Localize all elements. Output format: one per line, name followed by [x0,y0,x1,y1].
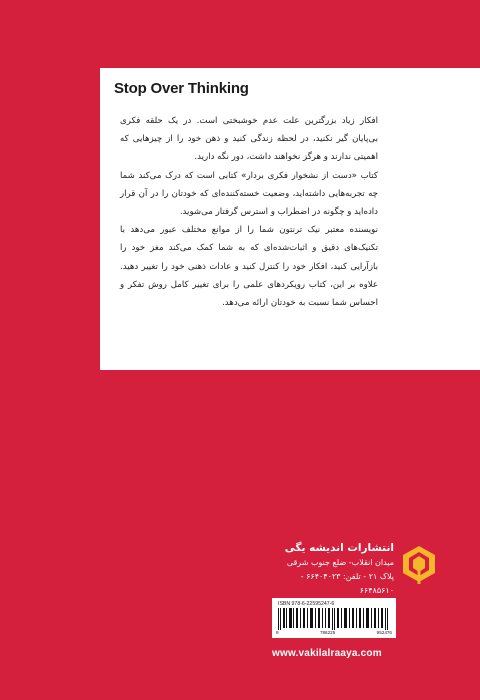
blurb-paragraph-2: کتاب «دست از نشخوار فکری بردار» کتابی است که درک می‌کند شما چه تجربه‌هایی داشته‌اید، وضعیت خسته‌کننده‌ای که خودتان را در آن قرار داده‌اید و چگونه در اضطراب و استرس گرفتار می‌شوید. [120,170,378,218]
barcode-digit-group: 9 [276,630,279,635]
barcode [272,598,396,638]
barcode-bars [278,608,390,630]
publisher-address: میدان انقلاب- ضلع جنوب شرقی [286,558,394,567]
white-panel [100,68,480,370]
publisher-info [270,540,394,598]
blurb-paragraph-1: افکار زیاد بزرگترین علت عدم خوشبختی است. در یک حلقه فکری بی‌پایان گیر نکنید، در لحظه زندگی کنید و ذهن خود را از چیزهایی که اهمیتی ندارند و هرگز نخواهند داشت، دور نگه دارید. [120,116,378,163]
blurb-paragraph-3: نویسنده معتبر نیک ترنتون شما را از موانع مختلف عبور می‌دهد با تکنیک‌های دقیق و اثبات‌شده‌ای که به شما کمک می‌کند مغز خود را بازآرایی کنید، افکار خود را کنترل کنید و عادات ذهنی خود را تغییر دهید. علاوه بر این، کتاب رویکردهای علمی را برای تغییر کامل روش تفکر و احساس شما نسبت به خودتان ارائه می‌دهد. [120,225,378,309]
book-title: Stop Over Thinking [114,80,249,97]
publisher-phone: پلاک ۲۱ - تلفن: ۶۶۴۰۴۰۲۳ - ۶۶۴۸۵۶۱۰ [300,572,394,595]
isbn-text: ISBN 978-6-22595247-6 [278,601,335,607]
barcode-digits [276,630,392,635]
barcode-digit-group: 952476 [376,630,392,635]
book-tree-logo-icon [400,544,438,588]
barcode-digit-group: 786225 [319,630,336,635]
publisher-name: انتشارات اندیشه یگی [284,542,394,554]
website-link[interactable]: www.vakilalraaya.com [272,648,382,659]
blurb-text [120,112,378,312]
